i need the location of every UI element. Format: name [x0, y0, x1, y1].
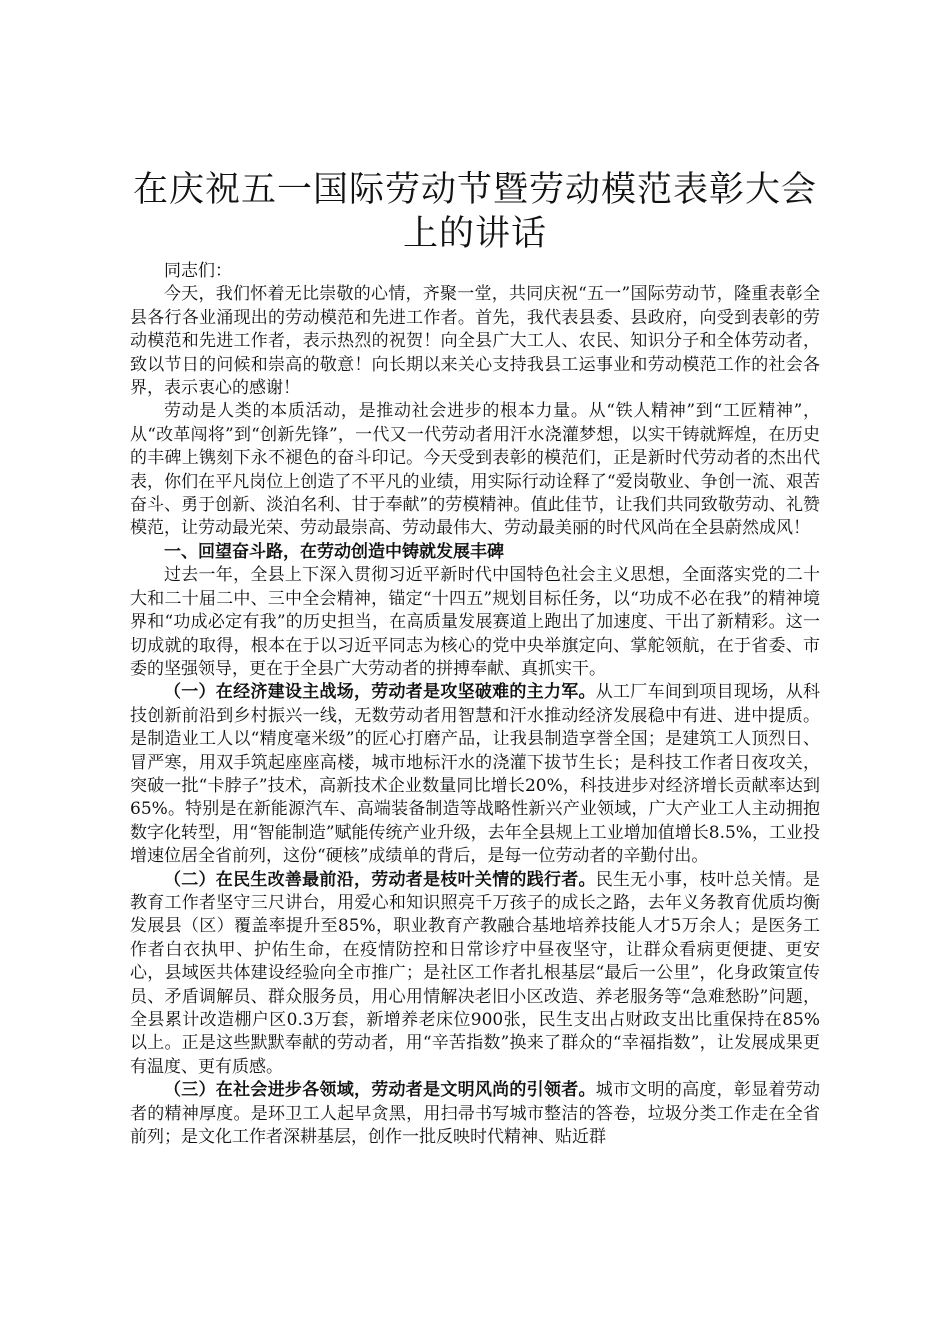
- section-1-paragraph: 过去一年，全县上下深入贯彻习近平新时代中国特色社会主义思想，全面落实党的二十大和二十届二中、三中全会精神，锚定“十四五”规划目标任务，以“功成不必在我”的精神境界和“功成必定有我”的历史担当，在高质量发展赛道上跑出了加速度、干出了新精彩。这一切成就的取得，根本在于以习近平同志为核心的党中央举旗定向、掌舵领航，在于省委、市委的坚强领导，更在于全县广大劳动者的拼搏奉献、真抓实干。: [130, 565, 820, 679]
- point-3-lead: （三）在社会进步各领域，劳动者是文明风尚的引领者。: [164, 1080, 596, 1101]
- section-heading-1: 一、回望奋斗路，在劳动创造中铸就发展丰碑: [164, 541, 504, 562]
- document-title: 在庆祝五一国际劳动节暨劳动模范表彰大会上的讲话: [132, 170, 817, 254]
- point-1-lead: （一）在经济建设主战场，劳动者是攻坚破难的主力军。: [164, 682, 596, 703]
- point-1-paragraph: [130, 681, 820, 868]
- salutation: 同志们：: [164, 261, 232, 281]
- point-3-body: 城市文明的高度，彰显着劳动者的精神厚度。是环卫工人起早贪黑，用扫帚书写城市整洁的答卷，垃圾分类工作走在全省前列；是文化工作者深耕基层，创作一批反映时代精神、贴近群: [130, 1080, 821, 1148]
- intro-paragraph-1: 今天，我们怀着无比崇敬的心情，齐聚一堂，共同庆祝“五一”国际劳动节，隆重表彰全县各行各业涌现出的劳动模范和先进工作者。首先，我代表县委、县政府，向受到表彰的劳动模范和先进工作者，表示热烈的祝贺！向全县广大工人、农民、知识分子和全体劳动者，致以节日的问候和崇高的敬意！向长期以来关心支持我县工运事业和劳动模范工作的社会各界，表示衷心的感谢！: [130, 284, 820, 399]
- document-page: [130, 168, 820, 1149]
- point-2-lead: （二）在民生改善最前沿，劳动者是枝叶关情的践行者。: [164, 869, 596, 890]
- point-3-paragraph: [130, 1079, 820, 1149]
- point-1-body: 从工厂车间到项目现场，从科技创新前沿到乡村振兴一线，无数劳动者用智慧和汗水推动经济发展稳中有进、进中提质。是制造业工人以“精度毫米级”的匠心打磨产品，让我县制造享誉全国；是建筑工人顶烈日、冒严寒，用双手筑起座座高楼，城市地标汗水的浇灌下拔节生长；是科技工作者日夜攻关，突破一批“卡脖子”技术，高新技术企业数量同比增长20%，科技进步对经济增长贡献率达到65%。特别是在新能源汽车、高端装备制造等战略性新兴产业领域，广大产业工人主动拥抱数字化转型，用“智能制造”赋能传统产业升级，去年全县规上工业增加值增长8.5%，工业投增速位居全省前列，这份“硬核”成绩单的背后，是每一位劳动者的辛勤付出。: [130, 682, 821, 867]
- intro-paragraph-2: 劳动是人类的本质活动，是推动社会进步的根本力量。从“铁人精神”到“工匠精神”，从“改革闯将”到“创新先锋”，一代又一代劳动者用汗水浇灌梦想，以实干铸就辉煌，在历史的丰碑上镌刻下永不褪色的奋斗印记。今天受到表彰的模范们，正是新时代劳动者的杰出代表，你们在平凡岗位上创造了不平凡的业绩，用实际行动诠释了“爱岗敬业、争创一流、艰苦奋斗、勇于创新、淡泊名利、甘于奉献”的劳模精神。值此佳节，让我们共同致敬劳动、礼赞模范，让劳动最光荣、劳动最崇高、劳动最伟大、劳动最美丽的时代风尚在全县蔚然成风！: [130, 401, 820, 539]
- point-2-paragraph: [130, 869, 820, 1080]
- point-2-body: 民生无小事，枝叶总关情。是教育工作者坚守三尺讲台，用爱心和知识照亮千万孩子的成长之路，去年义务教育优质均衡发展县（区）覆盖率提升至85%，职业教育产教融合基地培养技能人才5万余人；是医务工作者白衣执甲、护佑生命，在疫情防控和日常诊疗中昼夜坚守，让群众看病更便捷、更安心，县域医共体建设经验向全市推广；是社区工作者扎根基层“最后一公里”，化身政策宣传员、矛盾调解员、群众服务员，用心用情解决老旧小区改造、养老服务等“急难愁盼”问题，全县累计改造棚户区0.3万套，新增养老床位900张，民生支出占财政支出比重保持在85%以上。正是这些默默奉献的劳动者，用“辛苦指数”换来了群众的“幸福指数”，让发展成果更有温度、更有质感。: [130, 869, 821, 1077]
